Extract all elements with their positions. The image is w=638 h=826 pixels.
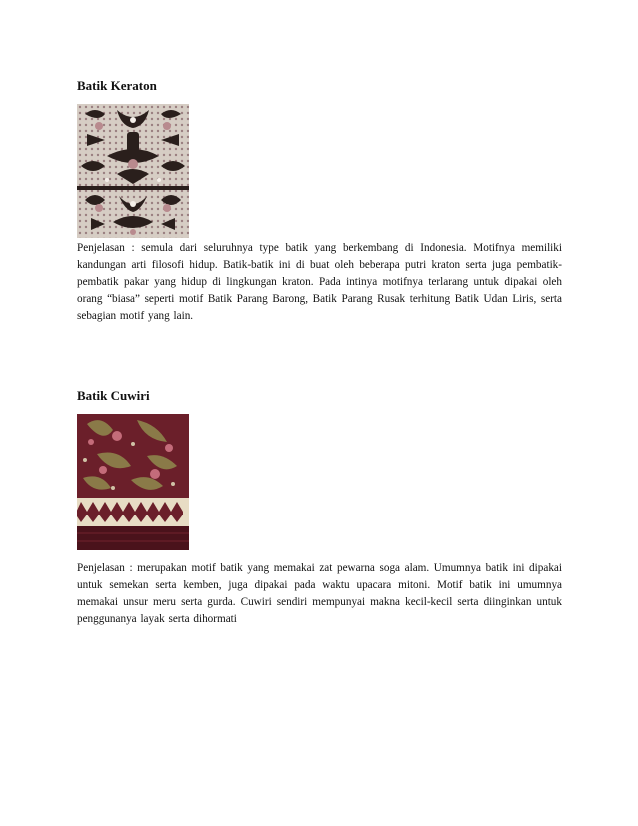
section-title-keraton: Batik Keraton	[77, 78, 157, 93]
paragraph-keraton: Penjelasan : semula dari seluruhnya type batik yang berkembang di Indonesia. Motifnya memiliki kandungan arti filosofi hidup. Batik-batik ini di buat oleh beberapa putri kraton serta juga pembatik-pembatik pakar yang hidup di lingkungan kraton. Pada intinya motifnya terlarang untuk dipakai oleh orang “biasa” seperti motif Batik Parang Barong, Batik Parang Rusak terhitung Batik Udan Liris, serta sebagian motif yang lain.	[77, 242, 562, 322]
batik-keraton-image	[77, 104, 189, 238]
paragraph-cuwiri: Penjelasan : merupakan motif batik yang memakai zat pewarna soga alam. Umumnya batik ini dipakai untuk semekan serta kemben, juga dipakai pada waktu upacara mitoni. Motif batik ini umumnya memakai unsur meru serta gurda. Cuwiri sendiri mempunyai makna kecil-kecil serta diinginkan untuk penggunanya layak serta dihormati	[77, 562, 562, 625]
batik-cuwiri-image	[77, 414, 189, 550]
section-title-cuwiri: Batik Cuwiri	[77, 388, 150, 403]
